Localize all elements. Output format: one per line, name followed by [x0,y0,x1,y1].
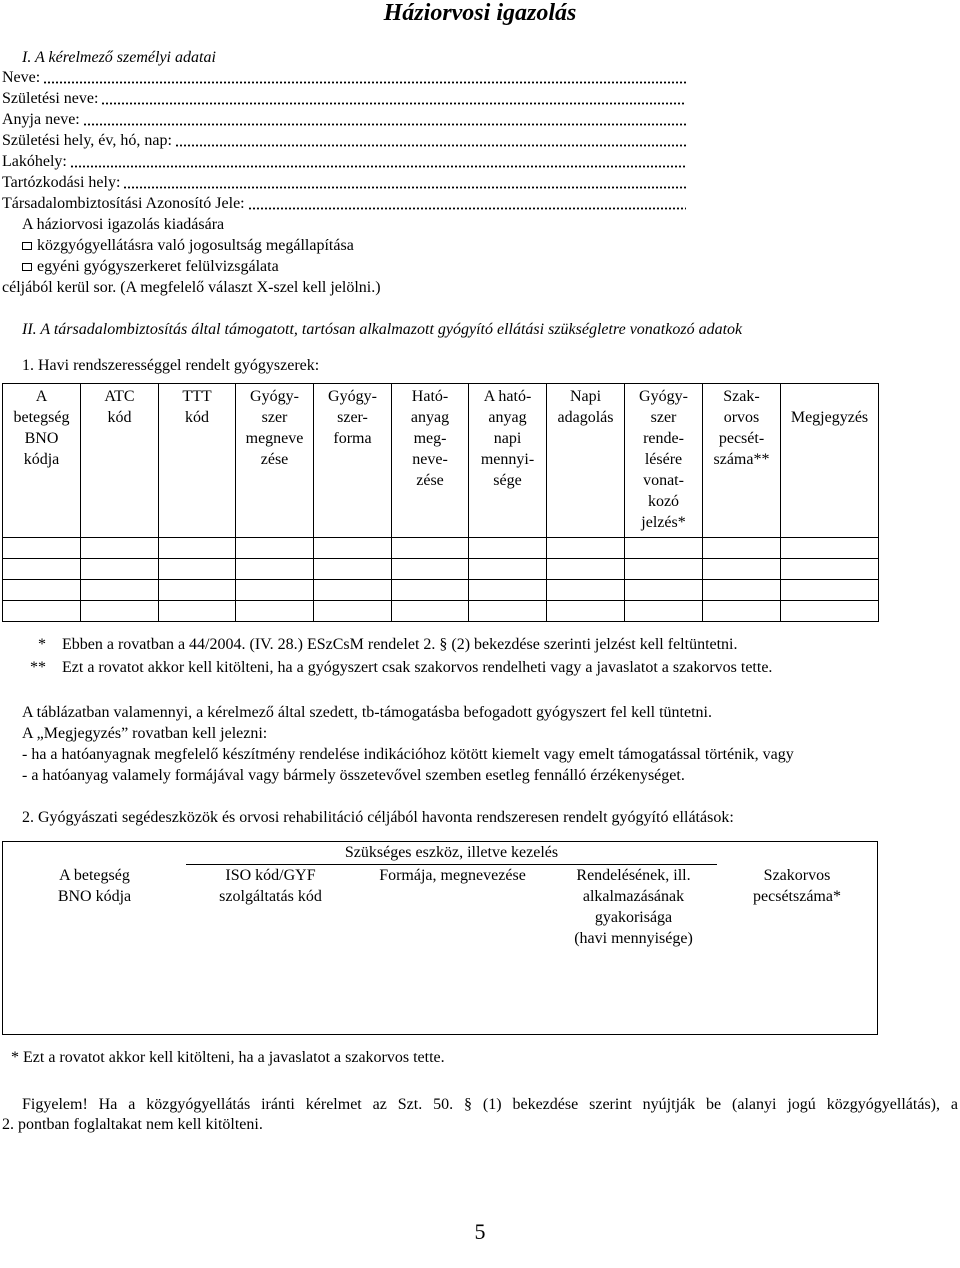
name-label: Neve: [2,69,41,86]
mother-name-label: Anyja neve: [2,111,80,128]
document-title: Háziorvosi igazolás [383,0,577,26]
footnote-marker: * [38,636,46,653]
medication-cell [703,601,781,622]
footnote-text: Ebben a rovatban a 44/2004. (IV. 28.) ESzCsM rendelet 2. § (2) bekezdése szerinti jelzést kell feltüntetni. [62,636,738,653]
medication-cell [3,559,81,580]
medication-cell [625,559,703,580]
medication-cell [547,538,625,559]
note-list-all-drugs: A táblázatban valamennyi, a kérelmező által szedett, tb-támogatásba befogadott gyógyszert fel kell tüntetni. [22,704,712,721]
col-header-specialist-stamp: Szak- orvos pecsét- száma** [703,384,781,538]
birth-place-date-label: Születési hely, év, hó, nap: [2,132,172,149]
medication-cell [3,580,81,601]
birth-name-dotted-line [101,88,686,109]
medication-cell [625,580,703,601]
col-header-drug-form: Gyógy- szer- forma [314,384,392,538]
mother-name-field [2,109,686,130]
medication-cell [469,559,547,580]
medication-cell [781,580,879,601]
medication-cell [3,601,81,622]
aids-table [2,841,878,1035]
medication-cell [81,601,159,622]
medication-cell [3,538,81,559]
temporary-residence-field [2,172,686,193]
name-field [2,67,686,88]
medication-cell [547,601,625,622]
temporary-residence-dotted-line [123,172,686,193]
social-security-number-dotted-line [248,193,686,214]
medication-row [3,601,879,622]
medication-cell [159,580,236,601]
medication-cell [469,601,547,622]
warning-line-2: 2. pontban foglaltakat nem kell kitölteni. [2,1116,263,1133]
medication-cell [81,580,159,601]
section-1-heading: I. A kérelmező személyi adatai [22,49,216,66]
warning-line-1: Figyelem! Ha a közgyógyellátás iránti kérelmet az Szt. 50. § (1) bekezdése szerint nyújtják be (alanyi jogú közgyógyellátás), a [22,1096,958,1113]
medication-cell [625,601,703,622]
medication-row [3,580,879,601]
medication-cell [469,538,547,559]
aids-col-header-specialist-stamp: Szakorvos pecsétszáma* [753,867,841,905]
col-header-remarks: Megjegyzés [781,384,879,538]
medication-row [3,559,879,580]
medication-cell [703,538,781,559]
social-security-number-field [2,193,686,214]
medication-cell [781,559,879,580]
page-number: 5 [474,1219,486,1244]
footnote-marker: ** [30,659,46,676]
residence-dotted-line [70,151,686,172]
medication-cell [781,601,879,622]
mother-name-dotted-line [83,109,686,130]
purpose-option-drug-budget-review: egyéni gyógyszerkeret felülvizsgálata [37,258,279,275]
col-header-active-ingredient: Ható- anyag meg- neve- zése [392,384,469,538]
social-security-number-label: Társadalombiztosítási Azonosító Jele: [2,195,245,212]
medication-cell [392,580,469,601]
col-header-atc-code: ATC kód [81,384,159,538]
checkbox-square-icon [22,242,32,250]
medication-cell [159,601,236,622]
col-header-drug-name: Gyógy- szer megneve zése [236,384,314,538]
purpose-option-public-care: közgyógyellátásra való jogosultság megállapítása [37,237,354,254]
col-header-daily-amount: A ható- anyag napi mennyi- sége [469,384,547,538]
medication-cell [469,580,547,601]
medication-cell [314,538,392,559]
note-remarks-item-sensitivity: - a hatóanyag valamely formájával vagy bármely összetevővel szemben esetleg fennálló érzékenységet. [22,767,685,784]
medication-cell [392,538,469,559]
medication-cell [159,538,236,559]
purpose-outro: céljából kerül sor. (A megfelelő választ X-szel kell jelölni.) [2,279,381,296]
medication-cell [392,601,469,622]
medication-cell [703,580,781,601]
residence-label: Lakóhely: [2,153,67,170]
medication-cell [314,559,392,580]
medication-row [3,538,879,559]
purpose-intro: A háziorvosi igazolás kiadására [22,216,225,233]
medication-cell [236,580,314,601]
medication-cell [236,538,314,559]
col-header-ttt-code: TTT kód [159,384,236,538]
aids-heading: 2. Gyógyászati segédeszközök és orvosi rehabilitáció céljából havonta rendszeresen rendelt gyógyító ellátások: [22,809,734,826]
temporary-residence-label: Tartózkodási hely: [2,174,121,191]
birth-place-date-dotted-line [175,130,686,151]
name-dotted-line [43,67,686,88]
medication-cell [236,601,314,622]
note-remarks-item-indication: - ha a hatóanyagnak megfelelő készítmény rendelése indikációhoz kötött kiemelt vagy emelt támogatással történik, vagy [22,746,794,763]
note-remarks-intro: A „Megjegyzés” rovatban kell jelezni: [22,725,268,742]
medications-table [2,383,879,622]
medication-cell [314,601,392,622]
medications-header-row [3,384,879,538]
medication-cell [81,559,159,580]
col-header-bno-code: A betegség BNO kódja [3,384,81,538]
medication-cell [159,559,236,580]
footnote-specialist-stamp [2,657,942,678]
aids-col-header-frequency: Rendelésének, ill. alkalmazásának gyakorisága (havi mennyisége) [574,867,693,947]
medication-cell [314,580,392,601]
section-2-heading: II. A társadalombiztosítás által támogatott, tartósan alkalmazott gyógyító ellátási szükségletre vonatkozó adatok [22,321,743,338]
aids-col-header-bno-code: A betegség BNO kódja [57,867,132,905]
medication-cell [81,538,159,559]
col-header-prescription-flag: Gyógy- szer rende- lésére vonat- kozó jelzés* [625,384,703,538]
footnote-prescription-flag [2,634,942,655]
footnote-text: Ezt a rovatot akkor kell kitölteni, ha a gyógyszert csak szakorvos rendelheti vagy a javaslatot a szakorvos tette. [62,659,773,676]
medications-heading: 1. Havi rendszerességgel rendelt gyógyszerek: [22,357,320,374]
aids-col-header-iso-code: ISO kód/GYF szolgáltatás kód [219,867,322,905]
checkbox-square-icon [22,263,32,271]
residence-field [2,151,686,172]
medication-cell [781,538,879,559]
medication-cell [236,559,314,580]
medication-cell [625,538,703,559]
aids-footnote: * Ezt a rovatot akkor kell kitölteni, ha a javaslatot a szakorvos tette. [11,1049,445,1066]
birth-name-label: Születési neve: [2,90,99,107]
aids-col-group-header: Szükséges eszköz, illetve kezelés [344,844,559,861]
medication-cell [547,559,625,580]
birth-place-date-field [2,130,686,151]
col-header-daily-dosage: Napi adagolás [547,384,625,538]
birth-name-field [2,88,686,109]
medication-cell [547,580,625,601]
aids-col-header-form-name: Formája, megnevezése [379,867,526,884]
medication-cell [703,559,781,580]
medication-cell [392,559,469,580]
